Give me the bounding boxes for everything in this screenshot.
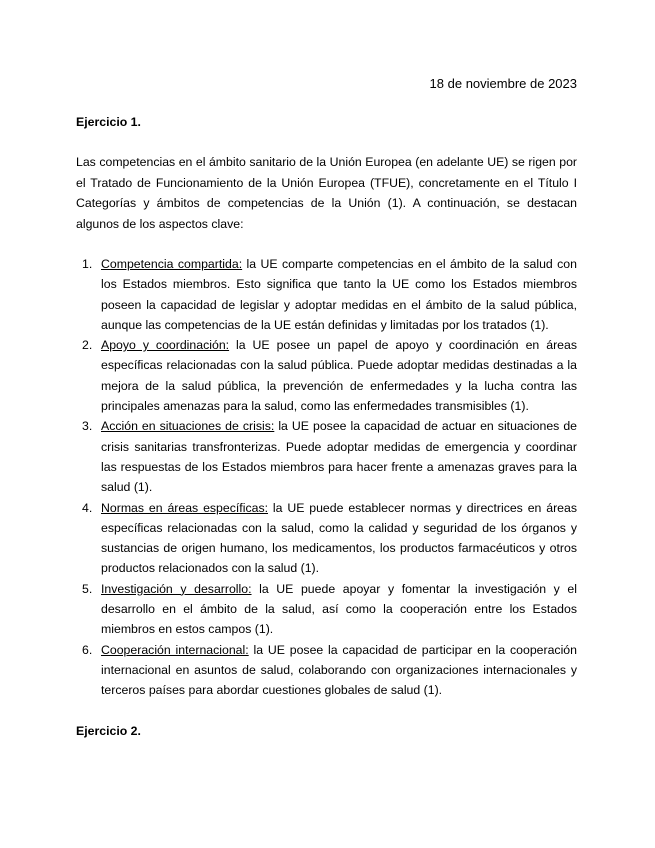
list-item-number: 4. bbox=[82, 500, 93, 515]
list-item-term: Apoyo y coordinación: bbox=[101, 338, 230, 353]
list-item-number: 5. bbox=[82, 581, 93, 596]
list-item-text: la UE puede establecer normas y directrices en áreas específicas relacionadas con la salud, como la calidad y seguridad de los órganos y sustancias de origen humano, los medicamentos, los productos farmacéuticos y otros productos relacionados con la salud (1). bbox=[101, 500, 577, 576]
intro-paragraph: Las competencias en el ámbito sanitario de la Unión Europea (en adelante UE) se rigen por el Tratado de Funcionamiento de la Unión Europea (TFUE), concretamente en el Título I Categorías y ámbitos de competencias de la Unión (1). A continuación, se destacan algunos de los aspectos clave: bbox=[76, 155, 577, 231]
list-item bbox=[76, 416, 577, 497]
exercise-2-heading: Ejercicio 2. bbox=[76, 724, 141, 738]
list-item-text: la UE puede apoyar y fomentar la investigación y el desarrollo en el ámbito de la salud, así como la cooperación entre los Estados miembros en estos campos (1). bbox=[101, 581, 577, 637]
list-item-term: Acción en situaciones de crisis: bbox=[101, 419, 275, 434]
list-item-text: la UE posee la capacidad de participar en la cooperación internacional en asuntos de salud, colaborando con organizaciones internacionales y terceros países para abordar cuestiones globales de salud (1). bbox=[101, 642, 577, 698]
list-item-number: 2. bbox=[82, 338, 93, 353]
list-item-number: 1. bbox=[82, 257, 93, 271]
list-item-text: la UE posee un papel de apoyo y coordinación en áreas específicas relacionadas con la salud pública. Puede adoptar medidas destinadas a la mejora de la salud pública, la prevención de enfermedades y la lucha contra las principales amenazas para la salud, como las enfermedades transmisibles (1). bbox=[101, 338, 577, 414]
list-item-term: Competencia compartida: bbox=[101, 257, 243, 271]
list-item-text: la UE posee la capacidad de actuar en situaciones de crisis sanitarias transfronterizas. Puede adoptar medidas de emergencia y coordinar las respuestas de los Estados miembros para hacer frente a amenazas graves para la salud (1). bbox=[101, 419, 578, 495]
list-item bbox=[76, 335, 577, 416]
list-item bbox=[76, 640, 577, 701]
list-item-number: 3. bbox=[82, 419, 93, 434]
list-item-text: la UE comparte competencias en el ámbito de la salud con los Estados miembros. Esto significa que tanto la UE como los Estados miembros poseen la capacidad de legislar y adoptar medidas en el ámbito de la salud pública, aunque las competencias de la UE están definidas y limitadas por los tratados (1). bbox=[101, 257, 577, 332]
list-item-term: Normas en áreas específicas: bbox=[101, 500, 269, 515]
key-aspects-list bbox=[76, 254, 577, 701]
list-item bbox=[76, 498, 577, 579]
list-item bbox=[76, 254, 577, 335]
list-item bbox=[76, 579, 577, 640]
exercise-1-heading: Ejercicio 1. bbox=[76, 115, 141, 129]
list-item-term: Cooperación internacional: bbox=[101, 642, 249, 657]
document-date: 18 de noviembre de 2023 bbox=[429, 76, 577, 91]
list-item-term: Investigación y desarrollo: bbox=[101, 581, 252, 596]
list-item-number: 6. bbox=[82, 642, 93, 657]
